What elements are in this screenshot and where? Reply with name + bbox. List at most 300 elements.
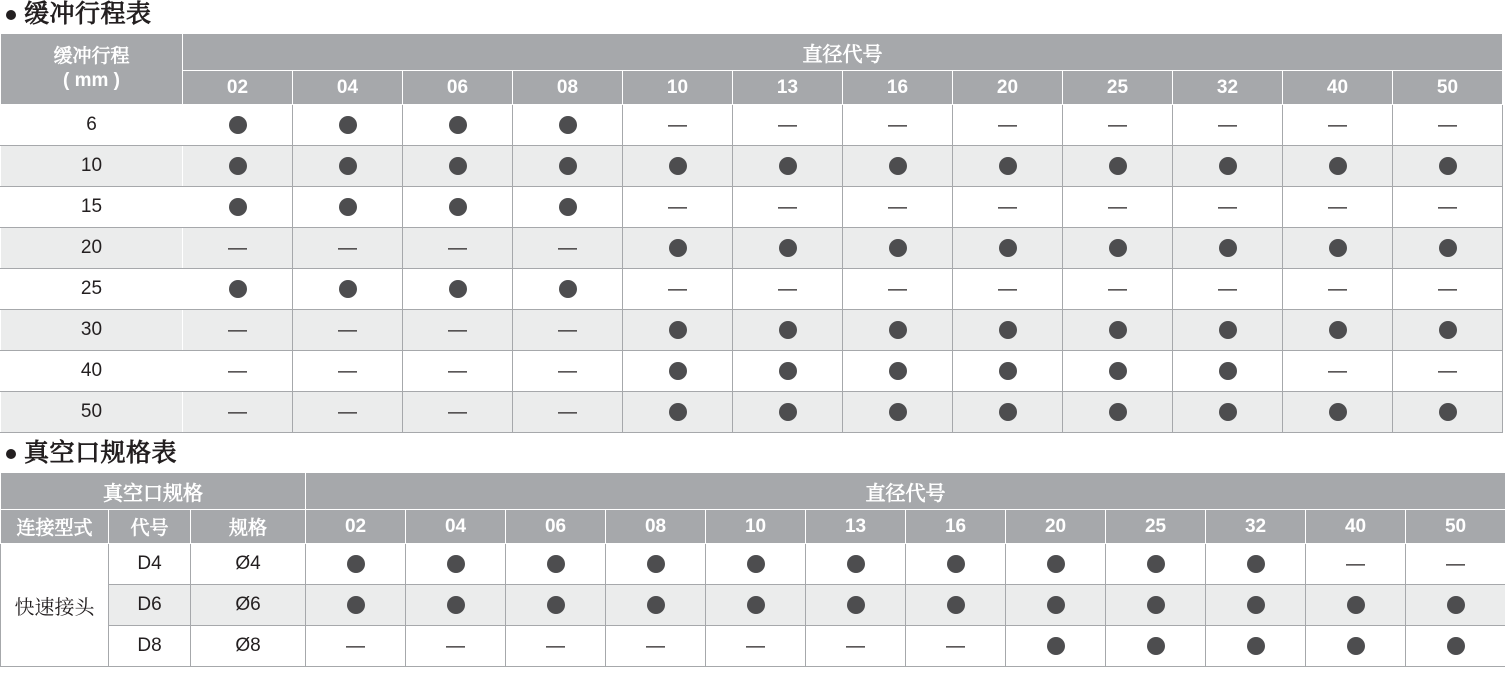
cell-value — [733, 105, 843, 146]
dot-icon — [889, 321, 907, 339]
dash-icon: — — [338, 237, 357, 259]
cell-value — [706, 544, 806, 585]
cell-value — [506, 585, 606, 626]
cell-value — [403, 228, 513, 269]
dash-icon: — — [1346, 553, 1366, 575]
cell-value — [623, 146, 733, 187]
dot-icon — [347, 555, 365, 573]
cell-value — [953, 310, 1063, 351]
cell-value — [1063, 187, 1173, 228]
cell-value — [1063, 269, 1173, 310]
cell-value — [1173, 105, 1283, 146]
cell-value — [293, 187, 403, 228]
dot-icon — [449, 116, 467, 134]
buffer-stroke-table — [0, 33, 1503, 433]
row-label: 6 — [1, 105, 183, 146]
dot-icon — [779, 157, 797, 175]
cell-value — [513, 187, 623, 228]
column-header-10: 10 — [623, 71, 733, 105]
dash-icon: — — [228, 360, 247, 382]
table-row — [1, 228, 1503, 269]
cell-value — [733, 228, 843, 269]
dot-icon — [1439, 239, 1457, 257]
cell-value — [623, 392, 733, 433]
table-row — [1, 392, 1503, 433]
dot-icon — [1047, 596, 1065, 614]
column-header-08: 08 — [606, 510, 706, 544]
dot-icon — [1219, 321, 1237, 339]
dot-icon — [779, 362, 797, 380]
dot-icon — [1219, 157, 1237, 175]
dot-icon — [1047, 637, 1065, 655]
dash-icon: — — [546, 635, 566, 657]
dash-icon: — — [448, 237, 467, 259]
cell-value — [806, 544, 906, 585]
cell-value — [1006, 626, 1106, 667]
cell-value — [953, 146, 1063, 187]
dash-icon: — — [998, 114, 1017, 136]
cell-value — [183, 146, 293, 187]
dot-icon — [1347, 596, 1365, 614]
section-title-vacuum-port — [0, 433, 1505, 472]
cell-value — [733, 269, 843, 310]
row-header-line1: 缓冲行程 — [53, 46, 130, 68]
cell-value — [623, 269, 733, 310]
cell-value — [513, 146, 623, 187]
dash-icon: — — [346, 635, 366, 657]
column-header-04: 04 — [406, 510, 506, 544]
row-spec: Ø4 — [191, 544, 306, 585]
row-header-line2: ( mm ) — [63, 70, 120, 91]
dash-icon: — — [338, 360, 357, 382]
column-header-16: 16 — [843, 71, 953, 105]
cell-value — [953, 228, 1063, 269]
cell-value — [183, 228, 293, 269]
cell-value — [1063, 351, 1173, 392]
group-header-diameter-code: 直径代号 — [183, 34, 1503, 71]
dot-icon — [339, 116, 357, 134]
dot-icon — [1147, 637, 1165, 655]
dash-icon: — — [1438, 360, 1457, 382]
column-header-13: 13 — [806, 510, 906, 544]
dot-icon — [669, 157, 687, 175]
dash-icon: — — [668, 114, 687, 136]
cell-value — [1283, 146, 1393, 187]
dash-icon: — — [228, 401, 247, 423]
cell-value — [1406, 626, 1505, 667]
cell-value — [406, 626, 506, 667]
cell-value — [1106, 544, 1206, 585]
column-header-02: 02 — [183, 71, 293, 105]
row-label: 40 — [1, 351, 183, 392]
row-spec: Ø8 — [191, 626, 306, 667]
dash-icon: — — [888, 278, 907, 300]
table-row — [1, 544, 1505, 585]
cell-value — [706, 626, 806, 667]
dot-icon — [1219, 403, 1237, 421]
cell-value — [513, 351, 623, 392]
dash-icon: — — [228, 237, 247, 259]
dot-icon — [1247, 596, 1265, 614]
cell-value — [306, 544, 406, 585]
dot-icon — [447, 555, 465, 573]
cell-value — [1063, 146, 1173, 187]
column-header-40: 40 — [1283, 71, 1393, 105]
cell-value — [706, 585, 806, 626]
column-header-spec: 规格 — [191, 510, 306, 544]
table-row — [1, 585, 1505, 626]
column-header-25: 25 — [1106, 510, 1206, 544]
dash-icon: — — [338, 319, 357, 341]
cell-value — [403, 392, 513, 433]
dash-icon: — — [646, 635, 666, 657]
column-header-04: 04 — [293, 71, 403, 105]
cell-value — [1206, 626, 1306, 667]
dash-icon: — — [1218, 196, 1237, 218]
group-header-vacuum-spec: 真空口规格 — [1, 473, 306, 510]
cell-value — [623, 187, 733, 228]
column-header-50: 50 — [1393, 71, 1503, 105]
dash-icon: — — [888, 114, 907, 136]
dash-icon: — — [778, 114, 797, 136]
table-header-row-group — [1, 34, 1503, 71]
dash-icon: — — [1438, 114, 1457, 136]
cell-value — [1283, 105, 1393, 146]
cell-value — [606, 544, 706, 585]
dash-icon: — — [448, 319, 467, 341]
dot-icon — [1147, 555, 1165, 573]
dot-icon — [547, 596, 565, 614]
cell-value — [293, 228, 403, 269]
table-row — [1, 351, 1503, 392]
dot-icon — [847, 596, 865, 614]
cell-value — [406, 585, 506, 626]
vacuum-port-spec-table — [0, 472, 1505, 667]
column-header-50: 50 — [1406, 510, 1505, 544]
dot-icon — [669, 321, 687, 339]
dash-icon: — — [338, 401, 357, 423]
cell-value — [906, 626, 1006, 667]
dash-icon: — — [1218, 114, 1237, 136]
dot-icon — [647, 555, 665, 573]
dash-icon: — — [888, 196, 907, 218]
cell-value — [293, 392, 403, 433]
dot-icon — [447, 596, 465, 614]
dot-icon — [347, 596, 365, 614]
cell-value — [843, 269, 953, 310]
cell-value — [1006, 585, 1106, 626]
section-title-text: 真空口规格表 — [24, 439, 178, 467]
dot-icon — [339, 157, 357, 175]
dot-icon — [889, 157, 907, 175]
cell-value — [606, 585, 706, 626]
dot-icon — [647, 596, 665, 614]
dot-icon — [747, 596, 765, 614]
cell-value — [1173, 146, 1283, 187]
dot-icon — [339, 280, 357, 298]
cell-value — [513, 228, 623, 269]
row-code: D6 — [109, 585, 191, 626]
dot-icon — [1247, 637, 1265, 655]
column-header-02: 02 — [306, 510, 406, 544]
cell-value — [293, 269, 403, 310]
cell-value — [403, 187, 513, 228]
row-label: 10 — [1, 146, 183, 187]
cell-value — [403, 310, 513, 351]
cell-value — [1393, 146, 1503, 187]
column-header-32: 32 — [1173, 71, 1283, 105]
cell-value — [183, 187, 293, 228]
bullet-icon — [6, 10, 16, 20]
cell-value — [1063, 105, 1173, 146]
cell-value — [1393, 351, 1503, 392]
dash-icon: — — [558, 401, 577, 423]
dot-icon — [1109, 157, 1127, 175]
dot-icon — [449, 157, 467, 175]
cell-value — [1406, 544, 1505, 585]
dash-icon: — — [1328, 360, 1347, 382]
table-row — [1, 105, 1503, 146]
dash-icon: — — [778, 278, 797, 300]
dash-icon: — — [778, 196, 797, 218]
table-row — [1, 146, 1503, 187]
cell-value — [1393, 187, 1503, 228]
dot-icon — [1329, 239, 1347, 257]
dash-icon: — — [998, 278, 1017, 300]
cell-value — [1173, 310, 1283, 351]
cell-value — [1283, 310, 1393, 351]
dash-icon: — — [1108, 196, 1127, 218]
dot-icon — [1109, 239, 1127, 257]
cell-value — [306, 585, 406, 626]
cell-value — [1406, 585, 1505, 626]
cell-value — [906, 585, 1006, 626]
dot-icon — [559, 157, 577, 175]
cell-value — [843, 351, 953, 392]
dot-icon — [889, 362, 907, 380]
dot-icon — [947, 596, 965, 614]
cell-value — [953, 351, 1063, 392]
dot-icon — [669, 362, 687, 380]
dot-icon — [1329, 157, 1347, 175]
cell-value — [733, 310, 843, 351]
cell-value — [1393, 269, 1503, 310]
cell-value — [1283, 351, 1393, 392]
cell-value — [506, 626, 606, 667]
cell-value — [843, 228, 953, 269]
cell-value — [403, 105, 513, 146]
cell-value — [843, 310, 953, 351]
dot-icon — [559, 198, 577, 216]
cell-value — [1173, 269, 1283, 310]
cell-value — [506, 544, 606, 585]
cell-value — [306, 626, 406, 667]
dot-icon — [779, 403, 797, 421]
cell-value — [806, 626, 906, 667]
dash-icon: — — [446, 635, 466, 657]
dot-icon — [339, 198, 357, 216]
table-header-row-columns — [1, 510, 1505, 544]
dot-icon — [229, 116, 247, 134]
column-header-40: 40 — [1306, 510, 1406, 544]
dash-icon: — — [668, 278, 687, 300]
dash-icon: — — [1218, 278, 1237, 300]
cell-value — [513, 310, 623, 351]
dash-icon: — — [1446, 553, 1466, 575]
dot-icon — [1447, 596, 1465, 614]
dot-icon — [1147, 596, 1165, 614]
dot-icon — [1109, 321, 1127, 339]
cell-value — [1283, 392, 1393, 433]
dot-icon — [1109, 362, 1127, 380]
dash-icon: — — [558, 237, 577, 259]
cell-value — [623, 351, 733, 392]
dash-icon: — — [448, 401, 467, 423]
cell-value — [733, 392, 843, 433]
table-header-row-group — [1, 473, 1505, 510]
dash-icon: — — [228, 319, 247, 341]
dash-icon: — — [448, 360, 467, 382]
cell-value — [1063, 392, 1173, 433]
row-code: D4 — [109, 544, 191, 585]
dash-icon: — — [998, 196, 1017, 218]
dot-icon — [559, 116, 577, 134]
cell-value — [843, 392, 953, 433]
dot-icon — [1219, 362, 1237, 380]
connection-type-label: 快速接头 — [1, 544, 109, 667]
dot-icon — [1447, 637, 1465, 655]
cell-value — [1173, 187, 1283, 228]
row-label: 25 — [1, 269, 183, 310]
cell-value — [1393, 105, 1503, 146]
cell-value — [403, 269, 513, 310]
cell-value — [1283, 187, 1393, 228]
cell-value — [1306, 626, 1406, 667]
dot-icon — [559, 280, 577, 298]
cell-value — [1006, 544, 1106, 585]
dot-icon — [1247, 555, 1265, 573]
cell-value — [1106, 585, 1206, 626]
cell-value — [293, 351, 403, 392]
cell-value — [513, 269, 623, 310]
section-title-text: 缓冲行程表 — [24, 0, 152, 28]
cell-value — [1283, 228, 1393, 269]
dot-icon — [229, 157, 247, 175]
dash-icon: — — [1328, 196, 1347, 218]
dash-icon: — — [1438, 278, 1457, 300]
cell-value — [403, 146, 513, 187]
row-label: 50 — [1, 392, 183, 433]
table-header-row-columns — [1, 71, 1503, 105]
dot-icon — [889, 403, 907, 421]
column-header-connection-type: 连接型式 — [1, 510, 109, 544]
cell-value — [806, 585, 906, 626]
table-row — [1, 269, 1503, 310]
cell-value — [1283, 269, 1393, 310]
cell-value — [953, 187, 1063, 228]
dot-icon — [999, 321, 1017, 339]
column-header-25: 25 — [1063, 71, 1173, 105]
cell-value — [623, 310, 733, 351]
dash-icon: — — [668, 196, 687, 218]
cell-value — [1306, 544, 1406, 585]
row-label: 20 — [1, 228, 183, 269]
cell-value — [606, 626, 706, 667]
cell-value — [953, 105, 1063, 146]
cell-value — [953, 269, 1063, 310]
dash-icon: — — [946, 635, 966, 657]
column-header-06: 06 — [403, 71, 513, 105]
dot-icon — [669, 239, 687, 257]
dot-icon — [999, 362, 1017, 380]
cell-value — [906, 544, 1006, 585]
dot-icon — [1047, 555, 1065, 573]
row-code: D8 — [109, 626, 191, 667]
cell-value — [1306, 585, 1406, 626]
bullet-icon — [6, 449, 16, 459]
cell-value — [953, 392, 1063, 433]
cell-value — [403, 351, 513, 392]
column-header-13: 13 — [733, 71, 843, 105]
column-header-code: 代号 — [109, 510, 191, 544]
cell-value — [293, 105, 403, 146]
dot-icon — [449, 198, 467, 216]
column-header-10: 10 — [706, 510, 806, 544]
cell-value — [1173, 392, 1283, 433]
dot-icon — [779, 239, 797, 257]
cell-value — [513, 392, 623, 433]
cell-value — [1173, 228, 1283, 269]
dot-icon — [449, 280, 467, 298]
cell-value — [1393, 310, 1503, 351]
cell-value — [183, 105, 293, 146]
column-header-08: 08 — [513, 71, 623, 105]
cell-value — [1063, 228, 1173, 269]
cell-value — [733, 351, 843, 392]
row-label: 15 — [1, 187, 183, 228]
dot-icon — [779, 321, 797, 339]
dash-icon: — — [558, 360, 577, 382]
dot-icon — [747, 555, 765, 573]
cell-value — [1173, 351, 1283, 392]
dash-icon: — — [746, 635, 766, 657]
cell-value — [183, 392, 293, 433]
cell-value — [406, 544, 506, 585]
dot-icon — [889, 239, 907, 257]
dot-icon — [1439, 403, 1457, 421]
column-header-06: 06 — [506, 510, 606, 544]
dot-icon — [1439, 157, 1457, 175]
dot-icon — [1109, 403, 1127, 421]
row-header-corner — [1, 34, 183, 105]
column-header-20: 20 — [1006, 510, 1106, 544]
column-header-20: 20 — [953, 71, 1063, 105]
cell-value — [1206, 544, 1306, 585]
dash-icon: — — [1328, 114, 1347, 136]
cell-value — [183, 310, 293, 351]
cell-value — [843, 105, 953, 146]
dot-icon — [229, 280, 247, 298]
row-label: 30 — [1, 310, 183, 351]
cell-value — [843, 146, 953, 187]
cell-value — [623, 228, 733, 269]
dot-icon — [999, 403, 1017, 421]
cell-value — [623, 105, 733, 146]
table-row — [1, 310, 1503, 351]
dash-icon: — — [846, 635, 866, 657]
cell-value — [513, 105, 623, 146]
dot-icon — [999, 157, 1017, 175]
